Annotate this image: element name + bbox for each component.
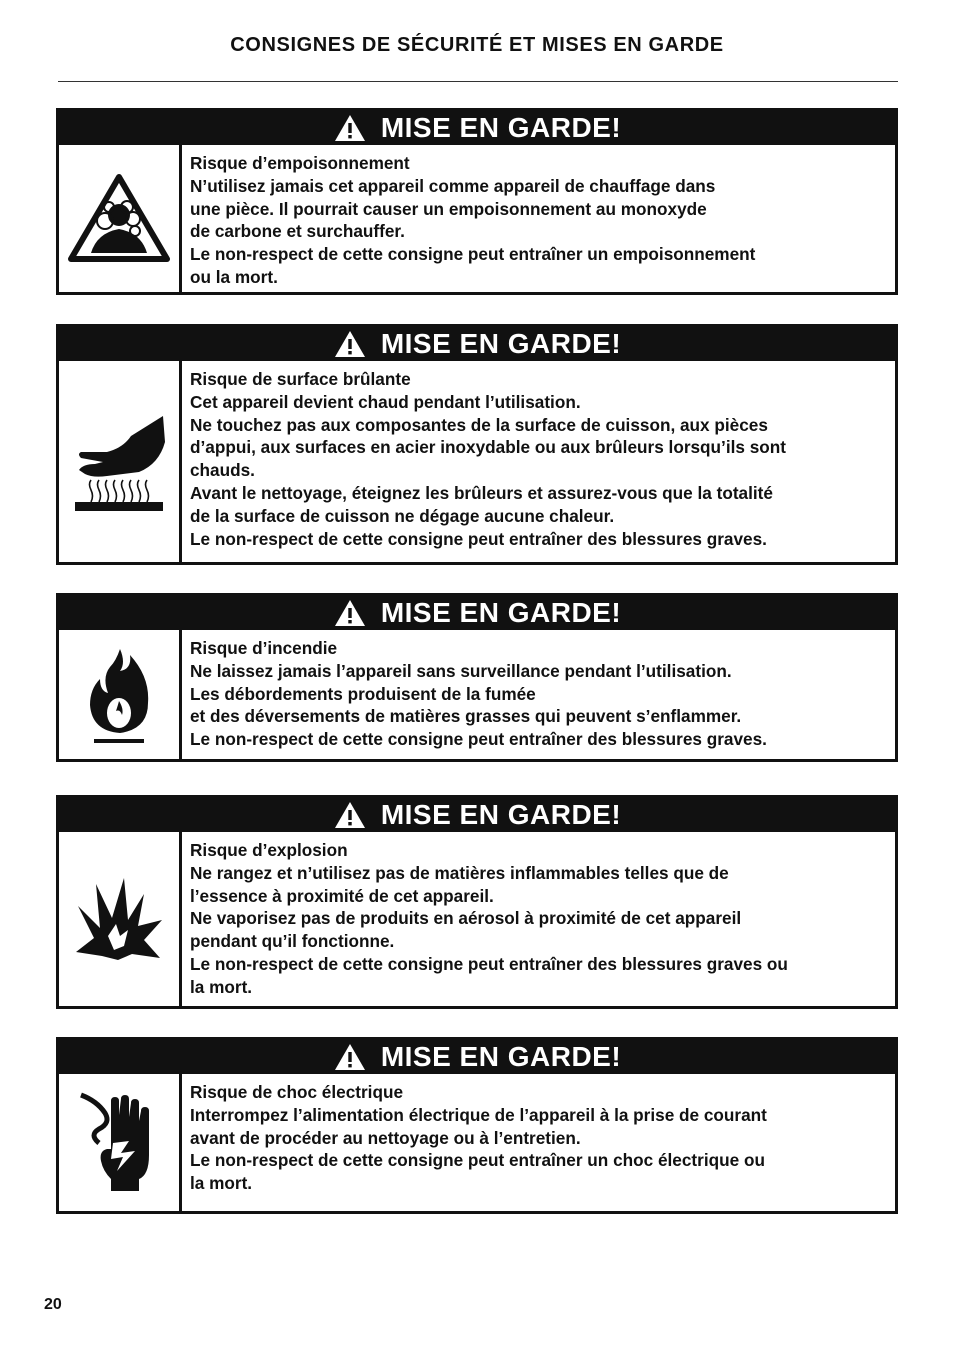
warning-header — [59, 798, 895, 832]
poisoning-icon — [65, 171, 173, 267]
warning-line: Le non-respect de cette consigne peut entraîner des blessures graves. — [190, 528, 767, 549]
warning-line: Le non-respect de cette consigne peut entraîner un empoisonnement — [190, 244, 756, 265]
warning-title: MISE EN GARDE! — [380, 597, 622, 628]
warning-title: MISE EN GARDE! — [380, 328, 622, 359]
warning-text — [182, 1074, 895, 1211]
warning-line: la mort. — [190, 1173, 253, 1194]
warning-title: MISE EN GARDE! — [380, 112, 622, 143]
warning-title: MISE EN GARDE! — [380, 1041, 622, 1072]
fire-icon — [86, 645, 152, 745]
warning-line: ou la mort. — [190, 266, 278, 287]
warning-box-poisoning — [56, 108, 898, 295]
warning-title: MISE EN GARDE! — [380, 799, 622, 830]
warning-line: Risque d’explosion — [190, 840, 348, 860]
warning-header — [59, 596, 895, 630]
warning-line: d’appui, aux surfaces en acier inoxydable ou aux brûleurs lorsqu’ils sont — [190, 437, 786, 458]
explosion-icon — [74, 876, 164, 962]
warning-text — [182, 145, 895, 292]
warning-line: chauds. — [190, 460, 255, 481]
warning-line: Cet appareil devient chaud pendant l’utilisation. — [190, 391, 581, 412]
warning-box-hot-surface — [56, 324, 898, 565]
warning-line: Risque de choc électrique — [190, 1082, 403, 1102]
warning-line: avant de procéder au nettoyage ou à l’entretien. — [190, 1127, 581, 1148]
warning-line: Le non-respect de cette consigne peut entraîner des blessures graves ou — [190, 953, 788, 974]
warning-box-fire — [56, 593, 898, 762]
warning-line: Risque d’empoisonnement — [190, 153, 410, 173]
warning-line: Interrompez l’alimentation électrique de l’appareil à la prise de courant — [190, 1104, 767, 1125]
warning-box-electric-shock — [56, 1037, 898, 1214]
warning-header — [59, 1040, 895, 1074]
warning-line: de la surface de cuisson ne dégage aucune chaleur. — [190, 505, 615, 526]
warning-triangle-icon — [333, 329, 367, 359]
warning-line: Les débordements produisent de la fumée — [190, 683, 536, 704]
warning-triangle-icon — [333, 1042, 367, 1072]
warning-line: Avant le nettoyage, éteignez les brûleurs et assurez-vous que la totalité — [190, 482, 773, 503]
page-header: CONSIGNES DE SÉCURITÉ ET MISES EN GARDE — [230, 34, 724, 56]
warning-triangle-icon — [333, 113, 367, 143]
electric-shock-icon — [77, 1091, 161, 1195]
warning-line: l’essence à proximité de cet appareil. — [190, 885, 494, 906]
warning-text — [182, 832, 895, 1006]
warning-line: Risque de surface brûlante — [190, 369, 411, 389]
warning-line: pendant qu’il fonctionne. — [190, 931, 395, 952]
warning-text — [182, 630, 895, 759]
page-number: 20 — [44, 1296, 62, 1313]
warning-line: Ne rangez et n’utilisez pas de matières inflammables telles que de — [190, 862, 729, 883]
warning-triangle-icon — [333, 800, 367, 830]
warning-line: la mort. — [190, 976, 253, 997]
warning-line: Ne vaporisez pas de produits en aérosol à proximité de cet appareil — [190, 908, 742, 929]
warning-line: Ne touchez pas aux composantes de la surface de cuisson, aux pièces — [190, 414, 768, 435]
hot-surface-icon — [73, 412, 165, 512]
warning-line: et des déversements de matières grasses qui peuvent s’enflammer. — [190, 706, 742, 727]
icon-cell — [59, 1074, 182, 1211]
warning-box-explosion — [56, 795, 898, 1009]
header-divider — [58, 81, 898, 82]
icon-cell — [59, 832, 182, 1006]
warning-header — [59, 327, 895, 361]
warning-line: Le non-respect de cette consigne peut entraîner un choc électrique ou — [190, 1150, 765, 1171]
warning-header — [59, 111, 895, 145]
icon-cell — [59, 361, 182, 562]
warning-line: Ne laissez jamais l’appareil sans surveillance pendant l’utilisation. — [190, 660, 732, 681]
icon-cell — [59, 145, 182, 292]
warning-triangle-icon — [333, 598, 367, 628]
warning-line: N’utilisez jamais cet appareil comme appareil de chauffage dans — [190, 175, 716, 196]
warning-line: Le non-respect de cette consigne peut entraîner des blessures graves. — [190, 729, 767, 750]
warning-line: une pièce. Il pourrait causer un empoisonnement au monoxyde — [190, 198, 707, 219]
warning-line: Risque d’incendie — [190, 638, 338, 658]
warning-text — [182, 361, 895, 562]
warning-line: de carbone et surchauffer. — [190, 221, 405, 242]
icon-cell — [59, 630, 182, 759]
